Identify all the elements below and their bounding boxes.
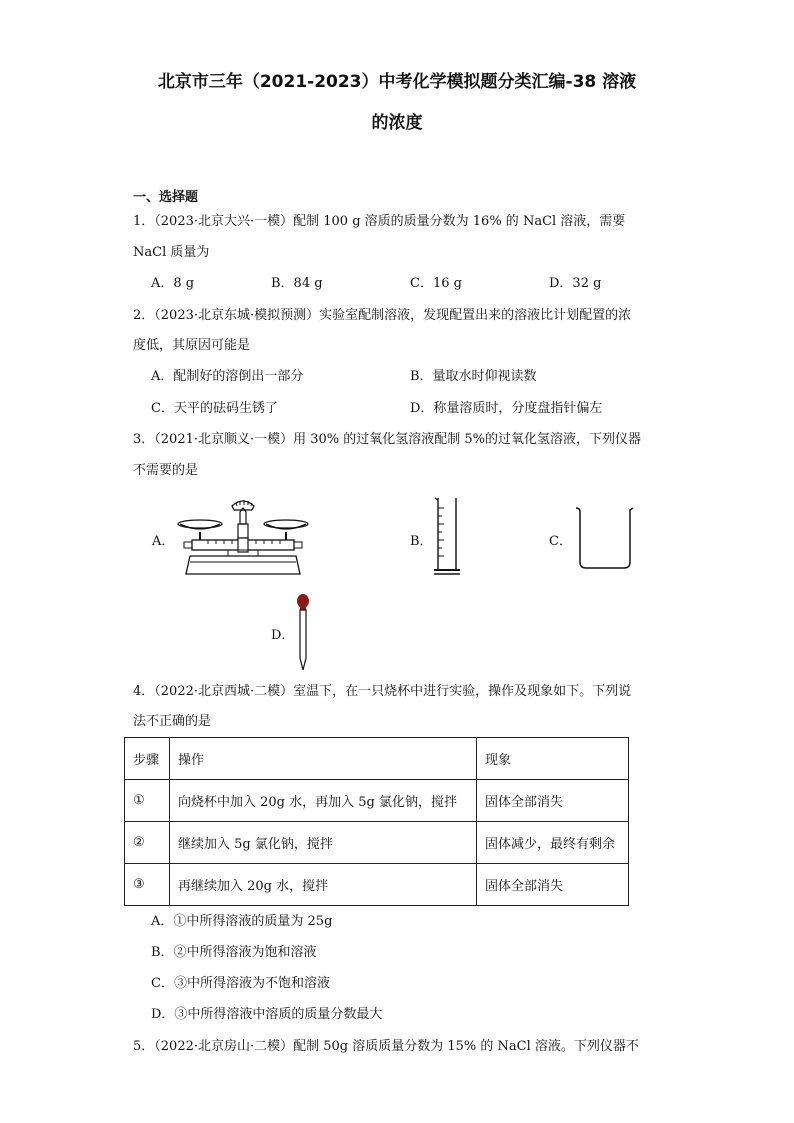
question-1-line1: 1．（2023·北京大兴·一模）配制 100 g 溶质的质量分数为 16% 的 NaCl 溶液，需要 (133, 214, 626, 229)
question-4-option-d: D．③中所得溶液中溶质的质量分数最大 (151, 1007, 383, 1022)
question-1-line2: NaCl 质量为 (133, 245, 210, 260)
table-header-row (125, 738, 629, 780)
table-cell: ② (125, 822, 170, 864)
balance-icon (178, 494, 308, 580)
table-cell: 再继续加入 20g 水，搅拌 (170, 864, 477, 906)
question-1-option-c: C．16 g (410, 276, 462, 291)
beaker-icon (574, 506, 636, 570)
table-cell: ③ (125, 864, 170, 906)
figure-label-d: D． (271, 628, 295, 643)
table-cell: 固体减少，最终有剩余 (477, 822, 629, 864)
question-1-option-a: A．8 g (151, 276, 195, 291)
table-header-cell: 步骤 (125, 738, 170, 780)
question-1-option-d: D．32 g (549, 276, 602, 291)
table-cell: 向烧杯中加入 20g 水，再加入 5g 氯化钠，搅拌 (170, 780, 477, 822)
table-header-cell: 现象 (477, 738, 629, 780)
question-4-line2: 法不正确的是 (133, 714, 212, 729)
question-2-line2: 度低，其原因可能是 (133, 338, 251, 353)
figure-label-b: B． (410, 534, 433, 549)
page-title-line1: 北京市三年（2021-2023）中考化学模拟题分类汇编-38 溶液 (157, 72, 637, 92)
question-4-line1: 4．（2022·北京西城·二模）室温下，在一只烧杯中进行实验，操作及现象如下。下列说 (133, 684, 632, 699)
question-4-option-c: C．③中所得溶液为不饱和溶液 (151, 976, 330, 991)
question-1-option-b: B．84 g (271, 276, 323, 291)
table-cell: ① (125, 780, 170, 822)
question-2-option-b: B．量取水时仰视读数 (410, 369, 537, 384)
figure-label-a: A． (152, 534, 175, 549)
question-2-line1: 2．（2023·北京东城·模拟预测）实验室配制溶液，发现配置出来的溶液比计划配置的浓 (133, 308, 632, 323)
table-header-cell: 操作 (170, 738, 477, 780)
table-cell: 继续加入 5g 氯化钠，搅拌 (170, 822, 477, 864)
section-heading: 一、选择题 (133, 190, 199, 205)
question-5-line1: 5．（2022·北京房山·二模）配制 50g 溶质质量分数为 15% 的 NaCl 溶液。下列仪器不 (133, 1039, 639, 1054)
table-row (125, 864, 629, 906)
table-row (125, 780, 629, 822)
table-cell: 固体全部消失 (477, 864, 629, 906)
table-row (125, 822, 629, 864)
question-2-option-c: C．天平的砝码生锈了 (151, 401, 278, 416)
question-2-option-a: A．配制好的溶倒出一部分 (151, 369, 304, 384)
table-cell: 固体全部消失 (477, 780, 629, 822)
question-3-line2: 不需要的是 (133, 463, 199, 478)
graduated-cylinder-icon (432, 496, 462, 578)
page-title-line2: 的浓度 (371, 113, 423, 133)
question-4-option-a: A．①中所得溶液的质量为 25g (151, 914, 333, 929)
figure-label-c: C． (549, 534, 572, 549)
question-4-option-b: B．②中所得溶液为饱和溶液 (151, 945, 317, 960)
question-3-line1: 3．（2021·北京顺义·一模）用 30% 的过氧化氢溶液配制 5%的过氧化氢溶液，下列仪器 (133, 432, 642, 447)
dropper-icon (294, 592, 312, 672)
experiment-table (124, 737, 629, 906)
question-2-option-d: D．称量溶质时，分度盘指针偏左 (410, 401, 603, 416)
